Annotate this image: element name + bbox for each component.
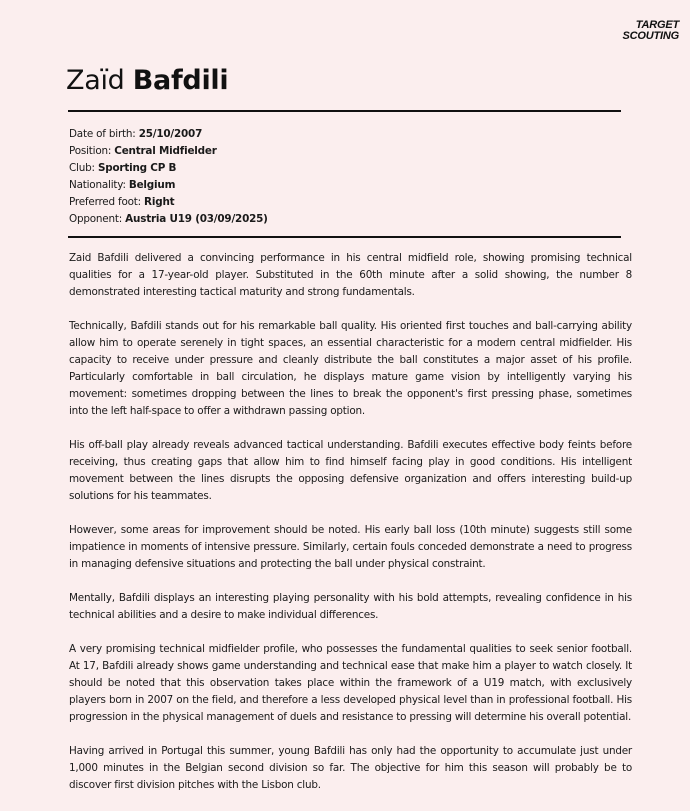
report-paragraph: However, some areas for improvement should be noted. His early ball loss (10th minute) suggests still some impatience in moments of intensive pressure. Similarly, certain fouls conceded demonstrate a need to progress in managing defensive situations and protecting the ball under physical constraint. — [69, 524, 632, 570]
report-paragraph: Zaid Bafdili delivered a convincing performance in his central midfield role, showing promising technical qualities for a 17-year-old player. Substituted in the 60th minute after a solid showing, the number 8 demonstrated interesting tactical maturity and strong fundamentals. — [69, 252, 632, 298]
player-last-name: Bafdili — [132, 65, 229, 96]
target-scouting-logo — [623, 20, 679, 42]
logo-line-2: SCOUTING — [622, 30, 679, 42]
info-row-club — [69, 160, 268, 177]
info-value: Central Midfielder — [114, 145, 217, 157]
info-label: Date of birth: — [69, 128, 139, 140]
info-value: Sporting CP B — [97, 162, 177, 174]
info-label: Opponent: — [69, 213, 126, 225]
info-label: Position: — [69, 145, 115, 157]
report-paragraph: Having arrived in Portugal this summer, young Bafdili has only had the opportunity to accumulate just under 1,000 minutes in the Belgian second division so far. The objective for him this season will probably be to discover first division pitches with the Lisbon club. — [69, 745, 632, 791]
report-body — [69, 250, 632, 811]
player-info-block — [69, 126, 268, 228]
info-label: Nationality: — [69, 179, 129, 191]
logo-line-1: TARGET — [635, 19, 679, 31]
info-row-nationality — [69, 177, 268, 194]
info-value: Belgium — [128, 179, 176, 191]
report-paragraph: Technically, Bafdili stands out for his remarkable ball quality. His oriented first touches and ball-carrying ability allow him to operate serenely in tight spaces, an essential characteristic for a modern central midfielder. His capacity to receive under pressure and cleanly distribute the ball constitutes a major asset of his profile. Particularly comfortable in ball circulation, he displays mature game vision by intelligently varying his movement: sometimes dropping between the lines to break the opponent's first pressing phase, sometimes into the left half-space to offer a withdrawn passing option. — [69, 320, 632, 417]
info-value: Austria U19 (03/09/2025) — [125, 213, 268, 225]
info-row-opponent — [69, 211, 268, 228]
player-name-heading — [66, 64, 228, 98]
info-row-preferred-foot — [69, 194, 268, 211]
info-label: Preferred foot: — [69, 196, 145, 208]
top-divider — [68, 110, 621, 112]
info-label: Club: — [69, 162, 98, 174]
info-value: Right — [144, 196, 175, 208]
player-first-name: Zaïd — [66, 65, 125, 96]
info-row-date-of-birth — [69, 126, 268, 143]
info-row-position — [69, 143, 268, 160]
bottom-divider — [68, 236, 621, 238]
report-paragraph: A very promising technical midfielder profile, who possesses the fundamental qualities to seek senior football. At 17, Bafdili already shows game understanding and technical ease that make him a player to watch closely. It should be noted that this observation takes place within the framework of a U19 match, with exclusively players born in 2007 on the field, and therefore a less developed physical level than in professional football. His progression in the physical management of duels and resistance to pressing will determine his overall potential. — [69, 643, 632, 723]
report-paragraph: His off-ball play already reveals advanced tactical understanding. Bafdili executes effective body feints before receiving, thus creating gaps that allow him to find himself facing play in good conditions. His intelligent movement between the lines disrupts the opposing defensive organization and offers interesting build-up solutions for his teammates. — [69, 439, 632, 502]
report-paragraph: Mentally, Bafdili displays an interesting playing personality with his bold attempts, revealing confidence in his technical abilities and a desire to make individual differences. — [69, 592, 632, 621]
info-value: 25/10/2007 — [138, 128, 203, 140]
